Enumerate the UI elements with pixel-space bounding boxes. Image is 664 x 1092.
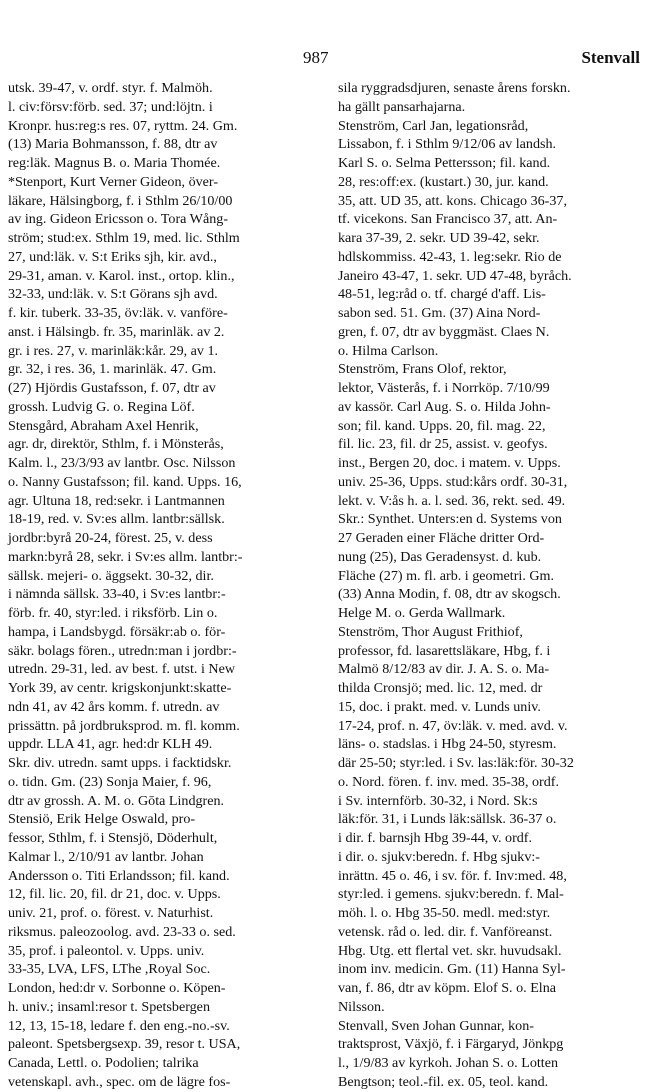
right-column-line: inst., Bergen 20, doc. i matem. v. Upps. xyxy=(338,455,561,471)
right-column-line: 17-24, prof. n. 47, öv:läk. v. med. avd. v. xyxy=(338,717,568,734)
right-column-line: i Sv. internförb. 30-32, i Nord. Sk:s xyxy=(338,792,538,809)
right-column-line: Stenvall, Sven Johan Gunnar, kon- xyxy=(338,1017,534,1034)
left-column-line: l. civ:försv:förb. sed. 37; und:löjtn. i xyxy=(8,98,213,115)
right-column-line: tf. vicekons. San Francisco 37, att. An- xyxy=(338,211,558,228)
left-column-line: markn:byrå 28, sekr. i Sv:es allm. lantbr:- xyxy=(8,548,243,565)
left-column-line: (27) Hjördis Gustafsson, f. 07, dtr av xyxy=(8,380,216,396)
right-column-line: hdlskommiss. 42-43, 1. leg:sekr. Rio de xyxy=(338,248,562,265)
right-column-line: 48-51, leg:råd o. tf. chargé d'aff. Lis- xyxy=(338,286,546,303)
left-column-line: f. kir. tuberk. 33-35, öv:läk. v. vanföre- xyxy=(8,305,228,321)
right-column-line: ha gällt pansarhajarna. xyxy=(338,98,466,115)
right-column-line: son; fil. kand. Upps. 20, fil. mag. 22, xyxy=(338,417,546,434)
left-column-line: gr. 32, i res. 36, 1. marinläk. 47. Gm. xyxy=(8,361,217,378)
left-column-line: riksmus. paleozoolog. avd. 23-33 o. sed. xyxy=(8,923,236,940)
right-column-line: univ. 25-36, Upps. stud:kårs ordf. 30-31, xyxy=(338,473,568,490)
right-column-line: lektor, Västerås, f. i Norrköp. 7/10/99 xyxy=(338,380,550,396)
right-column-line: där 25-50; styr:led. i Sv. las:läk:för. 30-32 xyxy=(338,755,574,771)
right-column-line: i dir. f. barnsjh Hbg 39-44, v. ordf. xyxy=(338,830,533,846)
right-column-line: styr:led. i gemens. sjukv:beredn. f. Mal- xyxy=(338,886,564,903)
left-column-line: Stensgård, Abraham Axel Henrik, xyxy=(8,417,199,434)
right-column-line: Stenström, Thor August Frithiof, xyxy=(338,623,523,640)
right-column-line: Janeiro 43-47, 1. sekr. UD 47-48, byråch. xyxy=(338,267,572,284)
right-column-line: fil. lic. 23, fil. dr 25, assist. v. geofys. xyxy=(338,436,548,453)
left-column-line: 18-19, red. v. Sv:es allm. lantbr:sällsk. xyxy=(8,511,225,528)
left-column-line: förb. fr. 40, styr:led. i riksförb. Lin o. xyxy=(8,605,218,621)
left-column-line: paleont. Spetsbergsexp. 39, resor t. USA, xyxy=(8,1036,241,1053)
right-column-line: Karl S. o. Selma Pettersson; fil. kand. xyxy=(338,155,551,171)
page-header xyxy=(0,48,664,72)
left-column-line: läkare, Hälsingborg, f. i Sthlm 26/10/00 xyxy=(8,192,233,209)
left-column-line: hampa, i Landsbygd. försäkr:ab o. för- xyxy=(8,623,226,640)
right-column-line: Fläche (27) m. fl. arb. i geometri. Gm. xyxy=(338,567,555,584)
left-column-line: jordbr:byrå 20-24, förest. 25, v. dess xyxy=(8,530,213,546)
left-column-line: 29-31, aman. v. Karol. inst., ortop. klin., xyxy=(8,267,235,284)
left-column-line: ndn 41, av 42 års komm. f. utredn. av xyxy=(8,698,220,715)
left-column-line: Kalm. l., 23/3/93 av lantbr. Osc. Nilsson xyxy=(8,455,236,471)
left-column-line: London, hed:dr v. Sorbonne o. Köpen- xyxy=(8,980,226,996)
right-column-line: professor, fd. lasarettsläkare, Hbg, f. i xyxy=(338,642,551,659)
left-column-line: av ing. Gideon Ericsson o. Tora Wång- xyxy=(8,211,229,228)
right-column-line: vetensk. råd o. led. dir. f. Vanföreanst. xyxy=(338,923,553,940)
right-column-line: Hbg. Utg. ett flertal vet. skr. huvudsakl. xyxy=(338,942,562,959)
left-column-line: York 39, av centr. krigskonjunkt:skatte- xyxy=(8,680,232,696)
right-column-line: läns- o. stadslas. i Hbg 24-50, styresm. xyxy=(338,736,557,753)
right-column-line: inrättn. 45 o. 46, i sv. för. f. Inv:med. 48, xyxy=(338,867,567,884)
left-column-line: Kronpr. hus:reg:s res. 07, ryttm. 24. Gm. xyxy=(8,117,238,134)
right-column-line: gren, f. 07, dtr av byggmäst. Claes N. xyxy=(338,323,550,340)
left-column-line: *Stenport, Kurt Verner Gideon, över- xyxy=(8,173,219,190)
left-column-line: 12, fil. lic. 20, fil. dr 21, doc. v. Upps. xyxy=(8,886,221,903)
right-column-line: l., 1/9/83 av kyrkoh. Johan S. o. Lotten xyxy=(338,1055,559,1071)
left-column-line: grossh. Ludvig G. o. Regina Löf. xyxy=(8,398,195,415)
left-column-line: o. Nanny Gustafsson; fil. kand. Upps. 16, xyxy=(8,473,242,490)
left-column-line: 33-35, LVA, LFS, LThe ,Royal Soc. xyxy=(8,961,211,978)
right-column xyxy=(338,79,654,1092)
right-column-line: Helge M. o. Gerda Wallmark. xyxy=(338,605,506,621)
right-column-line: möh. l. o. Hbg 35-50. medl. med:styr. xyxy=(338,905,551,921)
right-column-line: Lissabon, f. i Sthlm 9/12/06 av landsh. xyxy=(338,136,557,153)
left-column-line: Canada, Lettl. o. Podolien; talrika xyxy=(8,1055,199,1071)
right-column-line: Skr.: Synthet. Unters:en d. Systems von xyxy=(338,511,562,528)
left-column-line: 27, und:läk. v. S:t Eriks sjh, kir. avd., xyxy=(8,248,217,265)
right-column-line: (33) Anna Modin, f. 08, dtr av skogsch. xyxy=(338,586,561,603)
right-column-line: inom inv. medicin. Gm. (11) Hanna Syl- xyxy=(338,961,566,978)
left-column-line: dtr av grossh. A. M. o. Gōta Lindgren. xyxy=(8,792,225,809)
left-column-line: sällsk. mejeri- o. äggsekt. 30-32, dir. xyxy=(8,567,214,584)
left-column-line: 12, 13, 15-18, ledare f. den eng.-no.-sv. xyxy=(8,1017,230,1034)
left-column-line: Stensiö, Erik Helge Oswald, pro- xyxy=(8,811,196,828)
left-column-line: utredn. 29-31, led. av best. f. utst. i New xyxy=(8,661,236,678)
page-number: 987 xyxy=(303,48,329,67)
right-column-line: thilda Cronsjö; med. lic. 12, med. dr xyxy=(338,680,543,696)
left-column-line: gr. i res. 27, v. marinläk:kår. 29, av 1. xyxy=(8,342,219,359)
right-column-line: Stenström, Carl Jan, legationsråd, xyxy=(338,117,529,134)
left-column-line: ström; stud:ex. Sthlm 19, med. lic. Sthlm xyxy=(8,230,240,246)
left-column-line: 35, prof. i paleontol. v. Upps. univ. xyxy=(8,942,205,959)
right-column-line: o. Nord. fören. f. inv. med. 35-38, ordf. xyxy=(338,773,560,790)
right-column-line: Malmö 8/12/83 av dir. J. A. S. o. Ma- xyxy=(338,661,550,678)
running-head: Stenvall xyxy=(581,48,640,67)
left-column-line: i nämnda sällsk. 33-40, i Sv:es lantbr:- xyxy=(8,586,226,603)
right-column-line: av kassör. Carl Aug. S. o. Hilda John- xyxy=(338,398,551,415)
right-column-line: van, f. 86, dtr av köpm. Elof S. o. Elna xyxy=(338,980,557,996)
right-column-line: 35, att. UD 35, att. kons. Chicago 36-37, xyxy=(338,192,567,209)
left-column-line: o. tidn. Gm. (23) Sonja Maier, f. 96, xyxy=(8,773,212,790)
left-column-line: Skr. div. utredn. samt upps. i facktidskr. xyxy=(8,755,232,771)
right-column-line: traktsprost, Växjö, f. i Färgaryd, Jönkpg xyxy=(338,1036,564,1053)
right-column-line: 15, doc. i prakt. med. v. Lunds univ. xyxy=(338,698,541,715)
left-column-line: agr. Ultuna 18, red:sekr. i Lantmannen xyxy=(8,492,225,509)
left-column-line: Andersson o. Titi Erlandsson; fil. kand. xyxy=(8,867,230,884)
right-column-line: i dir. o. sjukv:beredn. f. Hbg sjukv:- xyxy=(338,848,540,865)
right-column-line: läk:för. 31, i Lunds läk:sällsk. 36-37 o. xyxy=(338,811,557,828)
right-column-line: sila ryggradsdjuren, senaste årens forskn. xyxy=(338,80,571,96)
left-column-line: Kalmar l., 2/10/91 av lantbr. Johan xyxy=(8,848,204,865)
right-column-line: 28, res:off:ex. (kustart.) 30, jur. kand. xyxy=(338,173,549,190)
left-column-line: fessor, Sthlm, f. i Stensjö, Döderhult, xyxy=(8,830,218,846)
right-column-line: kara 37-39, 2. sekr. UD 39-42, sekr. xyxy=(338,230,540,246)
left-column-line: h. univ.; insaml:resor t. Spetsbergen xyxy=(8,998,210,1015)
left-column-line: prissättn. på jordbruksprod. m. fl. komm. xyxy=(8,717,240,734)
right-column-line: sabon sed. 51. Gm. (37) Aina Nord- xyxy=(338,305,541,321)
left-column-line: säkr. bolags fören., utredn:man i jordbr:- xyxy=(8,642,237,659)
left-column-line: 32-33, und:läk. v. S:t Görans sjh avd. xyxy=(8,286,218,303)
right-column-line: nung (25), Das Geradensyst. d. kub. xyxy=(338,548,542,565)
left-column xyxy=(8,79,318,1092)
left-column-line: vetenskapl. avh., spec. om de lägre fos- xyxy=(8,1073,231,1090)
right-column-line: Stenström, Frans Olof, rektor, xyxy=(338,361,507,378)
left-column-line: utsk. 39-47, v. ordf. styr. f. Malmöh. xyxy=(8,80,213,96)
left-column-line: agr. dr, direktör, Sthlm, f. i Mönsterås, xyxy=(8,436,224,453)
right-column-line: Nilsson. xyxy=(338,998,385,1015)
right-column-line: o. Hilma Carlson. xyxy=(338,342,439,359)
right-column-line: 27 Geraden einer Fläche dritter Ord- xyxy=(338,530,545,546)
left-column-line: univ. 21, prof. o. förest. v. Naturhist. xyxy=(8,905,214,921)
right-column-line: lekt. v. V:ås h. a. l. sed. 36, rekt. sed. 49. xyxy=(338,492,566,509)
right-column-line: Bengtson; teol.-fil. ex. 05, teol. kand. xyxy=(338,1073,549,1090)
left-column-line: uppdr. LLA 41, agr. hed:dr KLH 49. xyxy=(8,736,213,753)
left-column-line: anst. i Hälsingb. fr. 35, marinläk. av 2. xyxy=(8,323,225,340)
left-column-line: reg:läk. Magnus B. o. Maria Thomée. xyxy=(8,155,221,171)
left-column-line: (13) Maria Bohmansson, f. 88, dtr av xyxy=(8,136,218,153)
